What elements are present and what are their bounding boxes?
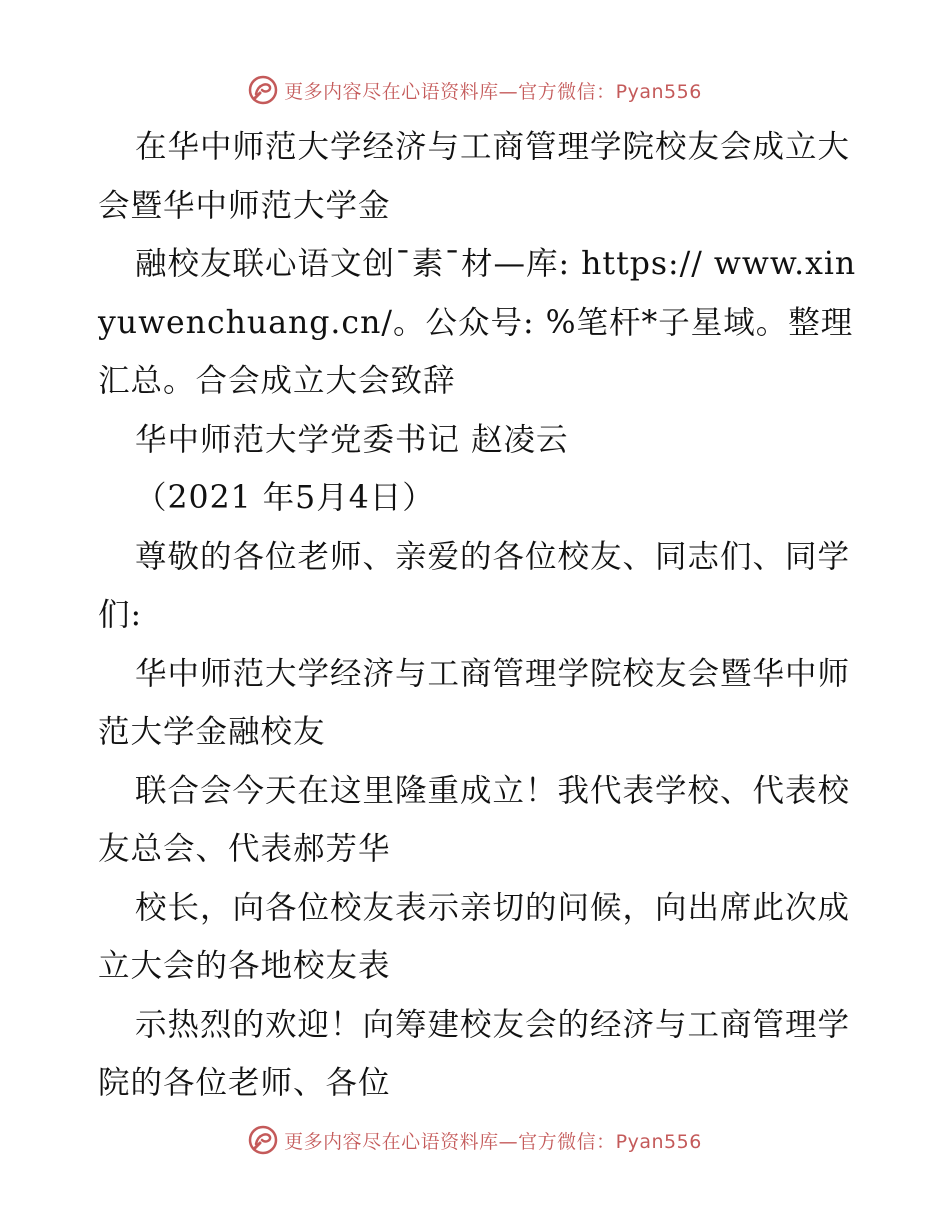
header-banner-text: 更多内容尽在心语资料库—官方微信：Pyan556 [284,80,702,103]
document-body [98,118,858,1113]
paragraph-1: 在华中师范大学经济与工商管理学院校友会成立大会暨华中师范大学金 [98,129,851,224]
paragraph-2: 融校友联心语文创¯素¯材—库: https:// www.xinyuwenchuang.cn/。公众号: %笔杆*子星域。整理汇总。合会成立大会致辞 [98,246,857,399]
paragraph-5: 尊敬的各位老师、亲爱的各位校友、同志们、同学们: [98,538,851,633]
footer-banner [0,1120,950,1160]
paragraph-4: （2021 年5月4日） [135,480,435,516]
footer-banner-text: 更多内容尽在心语资料库—官方微信：Pyan556 [284,1130,702,1153]
paragraph-9: 示热烈的欢迎！向筹建校友会的经济与工商管理学院的各位老师、各位 [98,1006,851,1101]
header-banner [0,70,950,110]
paragraph-3: 华中师范大学党委书记 赵凌云 [135,421,569,458]
red-swirl-logo-icon [248,1125,278,1155]
paragraph-7: 联合会今天在这里隆重成立！我代表学校、代表校友总会、代表郝芳华 [98,772,851,867]
red-swirl-logo-icon [248,75,278,105]
paragraph-8: 校长，向各位校友表示亲切的问候，向出席此次成立大会的各地校友表 [98,889,851,984]
paragraph-6: 华中师范大学经济与工商管理学院校友会暨华中师范大学金融校友 [98,655,851,750]
